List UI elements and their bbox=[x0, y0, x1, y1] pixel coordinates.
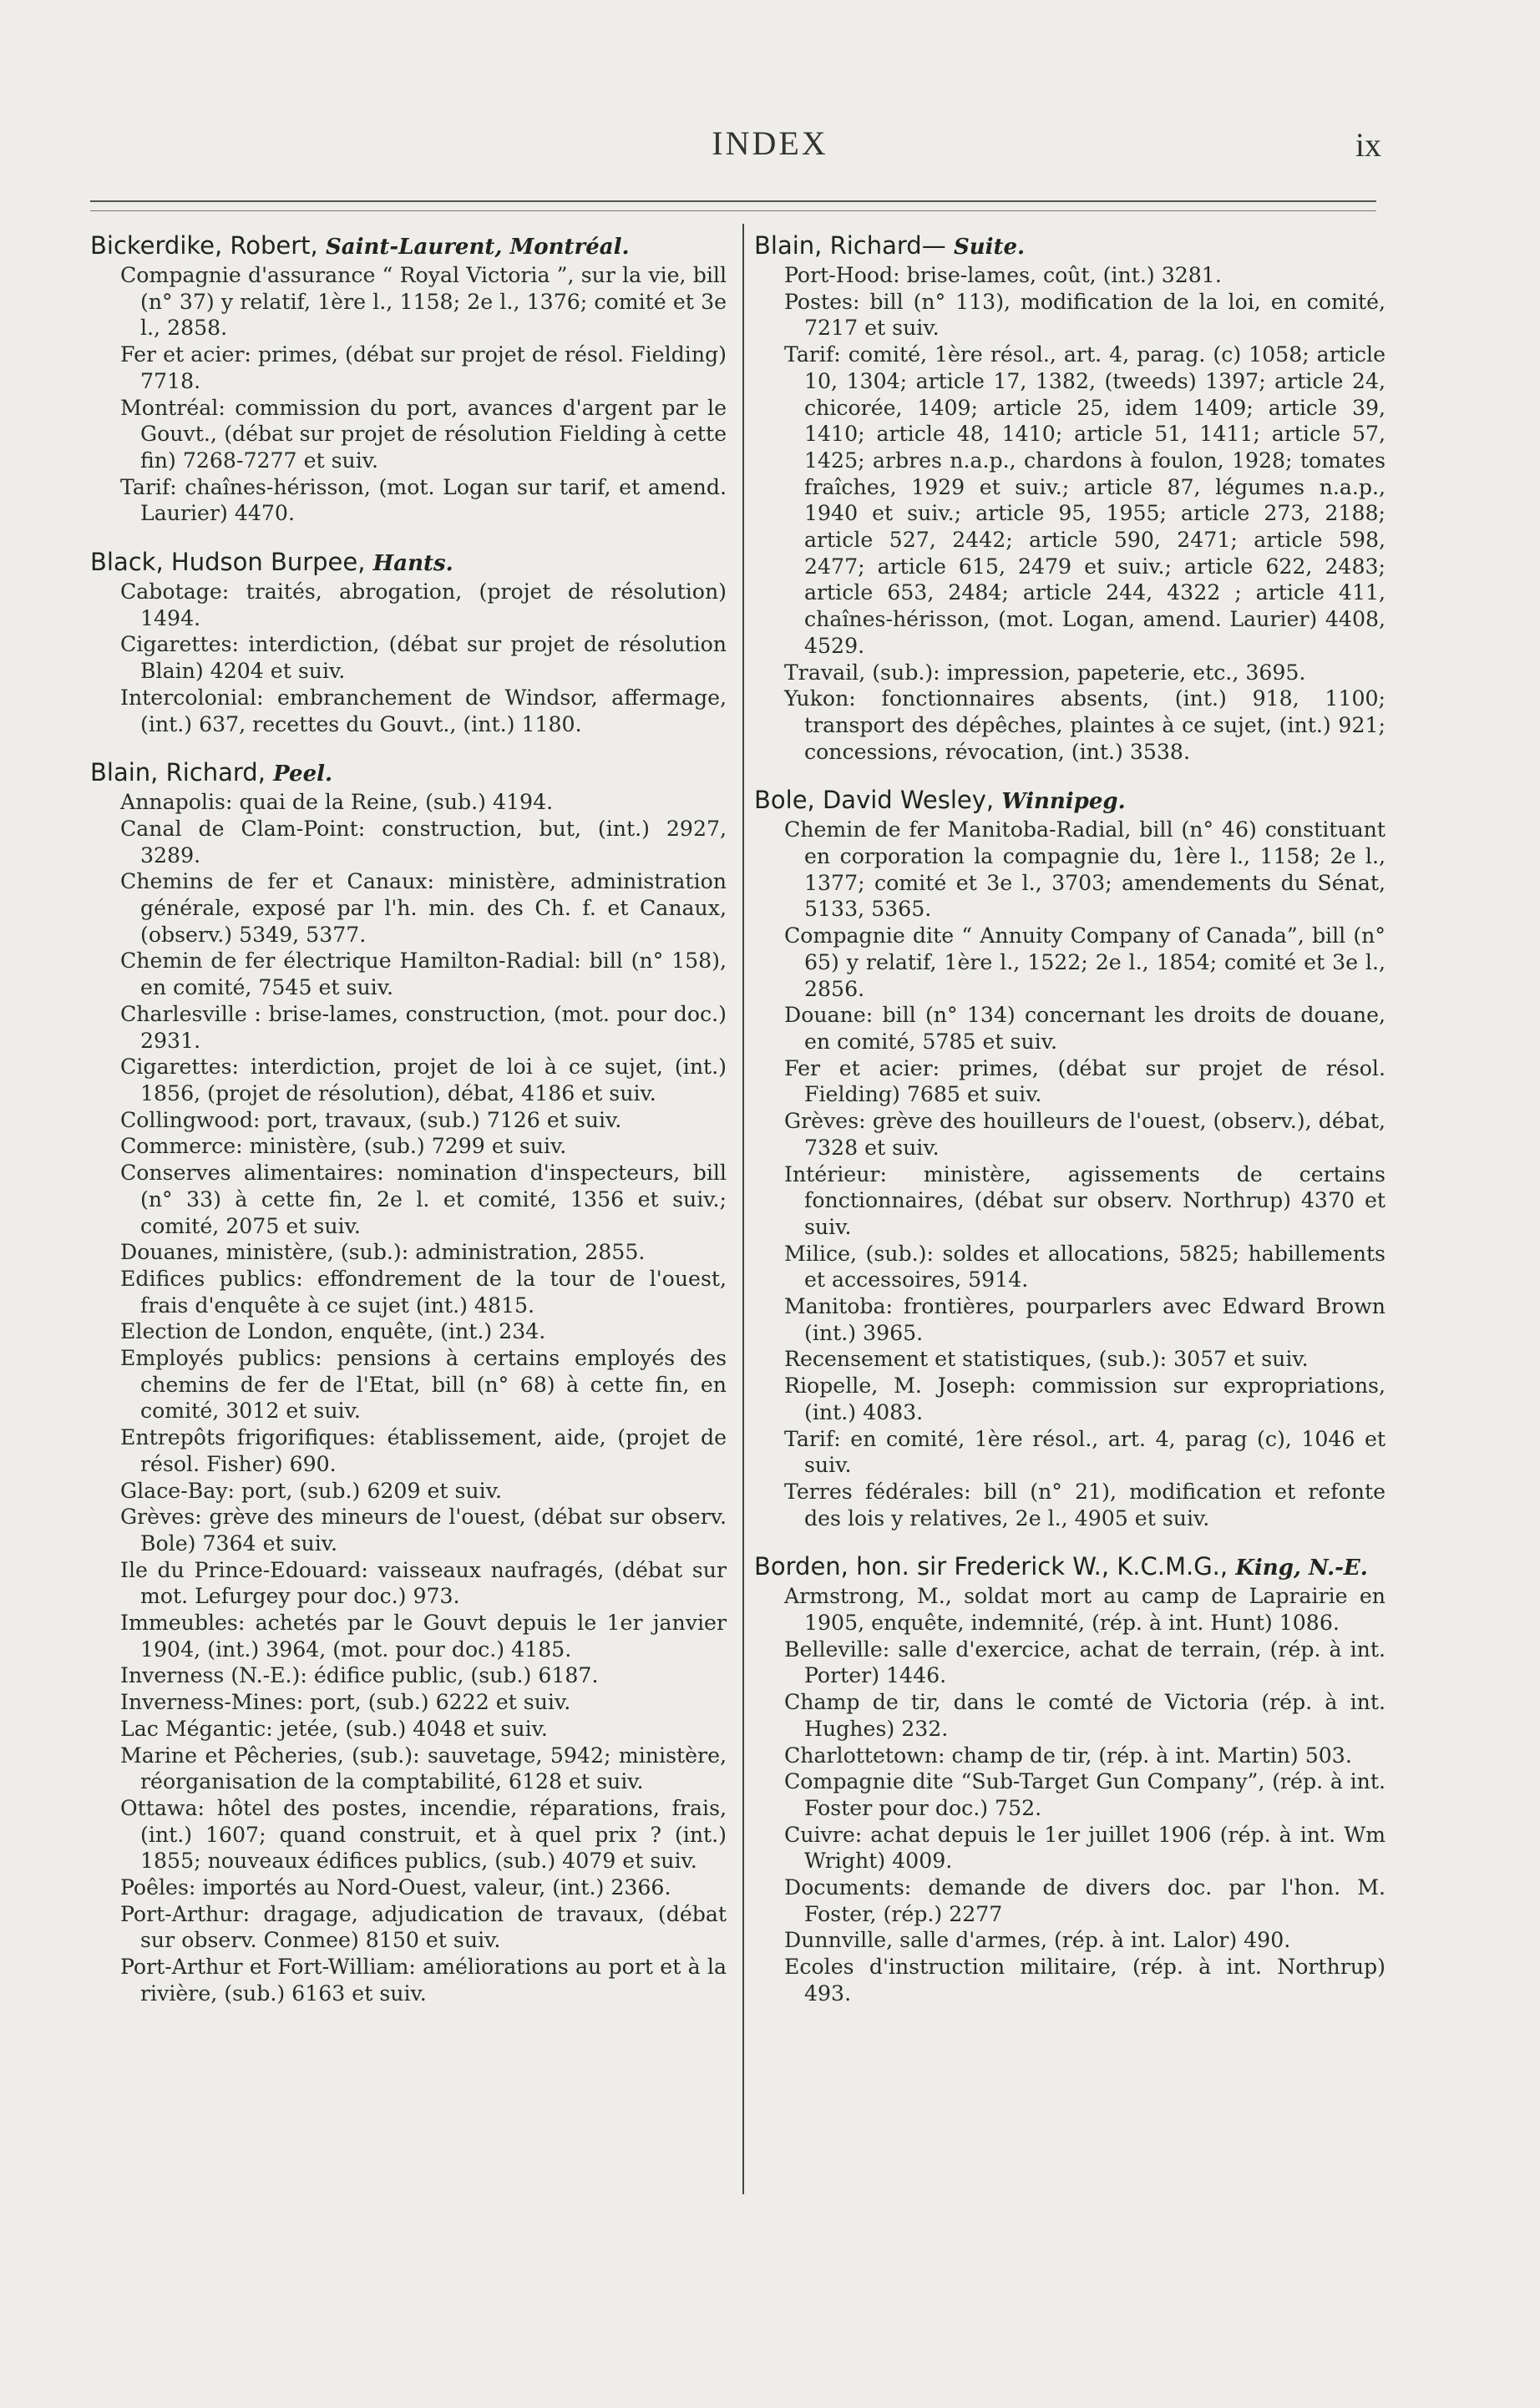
index-subentry: Tarif: en comité, 1ère résol., art. 4, parag (c), 1046 et suiv. bbox=[784, 1426, 1385, 1478]
index-subentry: Conserves alimentaires: nomination d'inspecteurs, bill (n° 33) à cette fin, 2e l. et comité, 1356 et suiv.; comité, 2075 et suiv. bbox=[120, 1161, 727, 1238]
index-subentry: Chemin de fer Manitoba-Radial, bill (n° 46) constituant en corporation la compagnie du, 1ère l., 1158; 2e l., 1377; comité et 3e l., 3703; amendements du Sénat, 5133, 5365. bbox=[784, 817, 1385, 922]
entry-constituency: Suite. bbox=[953, 235, 1026, 260]
entry-constituency: Saint-Laurent, Montréal. bbox=[326, 235, 630, 260]
index-subentry: Cigarettes: interdiction, projet de loi à ce sujet, (int.) 1856, (projet de résolution), débat, 4186 et suiv. bbox=[120, 1055, 727, 1105]
index-subentry: Yukon: fonctionnaires absents, (int.) 918, 1100; transport des dépêches, plaintes à ce sujet, (int.) 921; concessions, révocation, (int.) 3538. bbox=[784, 686, 1385, 764]
index-subentry: Charlesville : brise-lames, construction, (mot. pour doc.) 2931. bbox=[120, 1001, 727, 1053]
index-subentry: Annapolis: quai de la Reine, (sub.) 4194. bbox=[120, 790, 554, 815]
index-entry bbox=[754, 232, 1385, 765]
entry-heading bbox=[90, 232, 727, 261]
index-subentry: Ottawa: hôtel des postes, incendie, réparations, frais, (int.) 1607; quand construit, et à quel prix ? (int.) 1855; nouveaux édifices publics, (sub.) 4079 et suiv. bbox=[120, 1795, 727, 1874]
index-subentry: Travail, (sub.): impression, papeterie, etc., 3695. bbox=[784, 660, 1306, 685]
index-subentry: Immeubles: achetés par le Gouvt depuis le 1er janvier 1904, (int.) 3964, (mot. pour doc.) 4185. bbox=[120, 1611, 727, 1662]
index-subentry: Documents: demande de divers doc. par l'hon. M. Foster, (rép.) 2277 bbox=[784, 1875, 1385, 1926]
index-subentry: Glace-Bay: port, (sub.) 6209 et suiv. bbox=[120, 1478, 502, 1503]
entry-constituency: Winnipeg. bbox=[1001, 789, 1126, 815]
index-subentry: Tarif: comité, 1ère résol., art. 4, parag. (c) 1058; article 10, 1304; article 17, 1382, (tweeds) 1397; article 24, chicorée, 1409; article 25, idem 1409; article 39, 1410; article 48, 1410; article 51, 1411; article 57, 1425; arbres n.a.p., chardons à foulon, 1928; tomates fraîches, 1929 et suiv.; article 87, légumes n.a.p., 1940 et suiv.; article 95, 1955; article 273, 2188; article 527, 2442; article 590, 2471; article 598, 2477; article 615, 2479 et suiv.; article 622, 2483; article 653, 2484; article 244, 4322 ; article 411, chaînes-hérisson, (mot. Logan, amend. Laurier) 4408, 4529. bbox=[784, 342, 1385, 658]
index-subentry: Entrepôts frigorifiques: établissement, aide, (projet de résol. Fisher) 690. bbox=[120, 1425, 727, 1476]
index-subentry: Cabotage: traités, abrogation, (projet de résolution) 1494. bbox=[120, 579, 727, 630]
index-subentry: Champ de tir, dans le comté de Victoria (rép. à int. Hughes) 232. bbox=[784, 1690, 1385, 1741]
index-subentry: Port-Arthur: dragage, adjudication de travaux, (débat sur observ. Conmee) 8150 et suiv. bbox=[120, 1901, 727, 1953]
entry-constituency: King, N.-E. bbox=[1235, 1556, 1368, 1581]
header-rule-top bbox=[90, 200, 1376, 202]
index-subentry: Charlottetown: champ de tir, (rép. à int. Martin) 503. bbox=[784, 1743, 1352, 1768]
index-subentry: Compagnie dite “ Annuity Company of Canada”, bill (n° 65) y relatif, 1ère l., 1522; 2e l., 1854; comité et 3e l., 2856. bbox=[784, 923, 1385, 1001]
index-entry bbox=[90, 549, 727, 737]
index-subentry: Douanes, ministère, (sub.): administration, 2855. bbox=[120, 1240, 646, 1265]
index-subentry: Collingwood: port, travaux, (sub.) 7126 et suiv. bbox=[120, 1107, 622, 1132]
entry-name: Black, Hudson Burpee, bbox=[90, 548, 366, 577]
index-column-right bbox=[754, 232, 1385, 2029]
index-subentry: Compagnie d'assurance “ Royal Victoria ”, sur la vie, bill (n° 37) y relatif, 1ère l., 1158; 2e l., 1376; comité et 3e l., 2858. bbox=[120, 263, 727, 341]
index-subentry: Cigarettes: interdiction, (débat sur projet de résolution Blain) 4204 et suiv. bbox=[120, 632, 727, 684]
index-subentry: Compagnie dite “Sub-Target Gun Company”, (rép. à int. Foster pour doc.) 752. bbox=[784, 1769, 1385, 1820]
index-subentry: Edifices publics: effondrement de la tour de l'ouest, frais d'enquête à ce sujet (int.) 4815. bbox=[120, 1266, 727, 1318]
entry-heading bbox=[90, 759, 727, 787]
index-subentry: Ecoles d'instruction militaire, (rép. à int. Northrup) 493. bbox=[784, 1955, 1385, 2006]
index-subentry: Port-Arthur et Fort-William: améliorations au port et à la rivière, (sub.) 6163 et suiv. bbox=[120, 1955, 727, 2006]
index-subentry: Intercolonial: embranchement de Windsor, affermage, (int.) 637, recettes du Gouvt., (int.) 1180. bbox=[120, 685, 727, 736]
entry-name: Borden, hon. sir Frederick W., K.C.M.G., bbox=[754, 1552, 1228, 1581]
index-subentry: Armstrong, M., soldat mort au camp de Laprairie en 1905, enquête, indemnité, (rép. à int. Hunt) 1086. bbox=[784, 1584, 1385, 1636]
page-number: ix bbox=[1355, 126, 1381, 164]
index-subentry: Montréal: commission du port, avances d'argent par le Gouvt., (débat sur projet de résolution Fielding à cette fin) 7268-7277 et suiv. bbox=[120, 395, 727, 473]
entry-heading bbox=[90, 549, 727, 577]
entry-name: Bole, David Wesley, bbox=[754, 786, 995, 815]
index-subentry: Port-Hood: brise-lames, coût, (int.) 3281. bbox=[784, 263, 1222, 287]
index-subentry: Grèves: grève des mineurs de l'ouest, (débat sur observ. Bole) 7364 et suiv. bbox=[120, 1505, 727, 1556]
index-column-left bbox=[90, 232, 727, 2029]
entry-name: Blain, Richard, bbox=[90, 758, 266, 787]
index-subentry: Employés publics: pensions à certains employés des chemins de fer de l'Etat, bill (n° 68) à cette fin, en comité, 3012 et suiv. bbox=[120, 1346, 727, 1424]
entry-heading bbox=[754, 1553, 1385, 1581]
index-subentry: Belleville: salle d'exercice, achat de terrain, (rép. à int. Porter) 1446. bbox=[784, 1637, 1385, 1688]
entry-constituency: Peel. bbox=[273, 761, 333, 787]
index-subentry: Intérieur: ministère, agissements de certains fonctionnaires, (débat sur observ. Northrup) 4370 et suiv. bbox=[784, 1161, 1385, 1239]
index-subentry: Riopelle, M. Joseph: commission sur expropriations, (int.) 4083. bbox=[784, 1373, 1385, 1424]
entry-constituency: Hants. bbox=[372, 551, 453, 577]
index-subentry: Cuivre: achat depuis le 1er juillet 1906 (rép. à int. Wm Wright) 4009. bbox=[784, 1822, 1385, 1874]
index-subentry: Postes: bill (n° 113), modification de la loi, en comité, 7217 et suiv. bbox=[784, 289, 1385, 341]
index-subentry: Poêles: importés au Nord-Ouest, valeur, (int.) 2366. bbox=[120, 1875, 671, 1900]
index-subentry: Inverness-Mines: port, (sub.) 6222 et suiv. bbox=[120, 1690, 571, 1715]
index-entry bbox=[90, 232, 727, 527]
entry-name: Bickerdike, Robert, bbox=[90, 231, 318, 260]
index-subentry: Lac Mégantic: jetée, (sub.) 4048 et suiv. bbox=[120, 1716, 548, 1741]
entry-heading bbox=[754, 232, 1385, 261]
index-subentry: Fer et acier: primes, (débat sur projet de résol. Fielding) 7718. bbox=[120, 342, 727, 393]
index-subentry: Commerce: ministère, (sub.) 7299 et suiv. bbox=[120, 1134, 567, 1159]
header-rule-bottom bbox=[90, 210, 1376, 211]
index-subentry: Fer et acier: primes, (débat sur projet de résol. Fielding) 7685 et suiv. bbox=[784, 1055, 1385, 1107]
index-subentry: Chemins de fer et Canaux: ministère, administration générale, exposé par l'h. min. des Ch. f. et Canaux, (observ.) 5349, 5377. bbox=[120, 869, 727, 947]
index-subentry: Terres fédérales: bill (n° 21), modification et refonte des lois y relatives, 2e l., 4905 et suiv. bbox=[784, 1479, 1385, 1530]
index-subentry: Dunnville, salle d'armes, (rép. à int. Lalor) 490. bbox=[784, 1928, 1291, 1953]
index-subentry: Chemin de fer électrique Hamilton-Radial: bill (n° 158), en comité, 7545 et suiv. bbox=[120, 949, 727, 1000]
entry-heading bbox=[754, 787, 1385, 815]
index-subentry: Election de London, enquête, (int.) 234. bbox=[120, 1319, 546, 1344]
page-title: INDEX bbox=[712, 124, 828, 162]
column-divider bbox=[742, 224, 744, 2194]
index-subentry: Manitoba: frontières, pourparlers avec Edward Brown (int.) 3965. bbox=[784, 1294, 1385, 1345]
index-subentry: Douane: bill (n° 134) concernant les droits de douane, en comité, 5785 et suiv. bbox=[784, 1003, 1385, 1054]
index-entry bbox=[754, 787, 1385, 1531]
index-entry bbox=[754, 1553, 1385, 2006]
index-subentry: Milice, (sub.): soldes et allocations, 5825; habillements et accessoires, 5914. bbox=[784, 1241, 1385, 1293]
index-subentry: Marine et Pêcheries, (sub.): sauvetage, 5942; ministère, réorganisation de la comptabilité, 6128 et suiv. bbox=[120, 1743, 727, 1794]
entry-name: Blain, Richard— bbox=[754, 231, 946, 260]
index-entry bbox=[90, 759, 727, 2006]
index-subentry: Inverness (N.-E.): édifice public, (sub.) 6187. bbox=[120, 1663, 599, 1688]
index-subentry: Grèves: grève des houilleurs de l'ouest, (observ.), débat, 7328 et suiv. bbox=[784, 1109, 1385, 1160]
index-subentry: Canal de Clam-Point: construction, but, (int.) 2927, 3289. bbox=[120, 816, 727, 868]
index-subentry: Ile du Prince-Edouard: vaisseaux naufragés, (débat sur mot. Lefurgey pour doc.) 973. bbox=[120, 1557, 727, 1609]
index-subentry: Recensement et statistiques, (sub.): 3057 et suiv. bbox=[784, 1347, 1309, 1372]
index-subentry: Tarif: chaînes-hérisson, (mot. Logan sur tarif, et amend. Laurier) 4470. bbox=[120, 474, 727, 526]
